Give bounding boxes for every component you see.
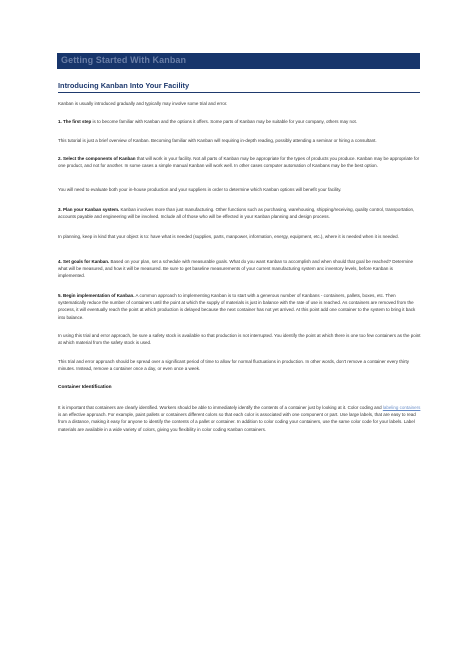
paragraph-text: Based on your plan, set a schedule with measurable goals. What do you want Kanban to accomplish and when should that goal be reached? Determine what will be measured, and how it will be measured. Be sure to get baseline measurements of your current manufacturing system anc inventory levels, before Kanban is implemented. <box>58 259 413 279</box>
paragraph-planning <box>58 233 421 240</box>
paragraph-step-4 <box>58 258 421 280</box>
paragraph-trial-period <box>58 358 421 372</box>
paragraph-text: This tutorial is just a brief overview of Kanban. Becoming familiar with Kanban will requiring in-depth reading, possibly attending a seminar or hiring a consultant. <box>58 138 377 143</box>
paragraph-step-3 <box>58 206 421 220</box>
paragraph-tutorial <box>58 137 421 144</box>
paragraph-text: A common approach to implementing Kanban is to start with a generous number of Kanbans - containers, pallets, boxes, etc. Then systematically reduce the number of containers until the point at which the supply of materials is just in balance with the rate of use is reached. As containers are removed from the process, it will eventually reach the point at which production is delayed because the next container has not yet arrived. At this point add one container to the system to bring it back into balance. <box>58 293 416 320</box>
paragraph-text: that will work in your facility. Not all parts of Kanban may be appropriate for the types of products you produce. Kanban may be appropriate for one product, and not for another. In some cases a simple manual Kanban will work well. In other cases computer automation of Kanbans may be the best option. <box>58 156 420 169</box>
paragraph-step-5 <box>58 292 421 321</box>
section-title: Introducing Kanban Into Your Facility <box>58 81 190 90</box>
step-lead: 3. Plan your Kanban system. <box>58 207 120 212</box>
step-lead: 2. Select the components of Kanban <box>58 156 136 161</box>
paragraph-text: Kanban is usually introduced gradually and typically may involve some trial and error. <box>58 101 228 106</box>
paragraph-text: It is important that containers are clearly identified. Workers should be able to immediately identify the contents of a container just by looking at it. Color coding and <box>58 405 383 410</box>
container-identification-heading: Container Identification <box>58 385 112 390</box>
paragraph-step-2 <box>58 155 421 169</box>
paragraph-text: You will need to evaluate both your in-house production and your suppliers in order to determine which Kanban options will benefit your facility. <box>58 187 342 192</box>
section-divider <box>58 92 420 93</box>
paragraph-container-id <box>58 404 421 433</box>
paragraph-safety-stock <box>58 332 421 346</box>
title-banner <box>57 53 420 69</box>
step-lead: 1. The first step <box>58 119 92 124</box>
paragraph-intro <box>58 100 421 107</box>
paragraph-text: In using this trial and error approach, be sure a safety stock is available so that production is not interrupted. You identify the point at which there is one too few containers as the point at which material from the safety stock is used. <box>58 333 421 346</box>
paragraph-text: This trial and error approach should be spread over a significant period of time to allow for normal fluctuations in production. In other words, don't remove a container every thirty minutes. Instead, remove a container once a day, or even once a week. <box>58 359 410 372</box>
paragraph-step-1 <box>58 118 421 125</box>
paragraph-evaluate <box>58 186 421 193</box>
paragraph-text: is to become familiar with Kanban and the options it offers. Some parts of Kanban may be suitable for your company, others may not. <box>91 119 357 124</box>
banner-title: Getting Started With Kanban <box>61 55 187 65</box>
step-lead: 4. Set goals for Kanban. <box>58 259 110 264</box>
paragraph-text: is an effective approach. For example, paint pallets or containers different colors so that each color is associated with one component or part. Use large labels, that are easy to read from a distance, making it easy for anyone to identify the contents of a pallet or container. In addition to color coding your containers, use the same color code for your labels. Label materials are available in a wide variety of colors, giving you flexibility in color coding Kanban containers. <box>58 412 416 432</box>
step-lead: 5. Begin implementation of Kanban. <box>58 293 135 298</box>
paragraph-text: Kanban involves more than just manufacturing. Other functions such as purchasing, warehousing, shipping/receiving, quality control, transportation, accounts payable and engineering will be involved. Include all of those who will be effected in your Kanban planning and design process. <box>58 207 415 220</box>
paragraph-text: In planning, keep in kind that your object is to: have what is needed (supplies, parts, manpower, information, energy, equipment, etc.), where it is needed when it is needed. <box>58 234 399 239</box>
labeling-containers-link[interactable]: labeling containers <box>382 405 421 410</box>
